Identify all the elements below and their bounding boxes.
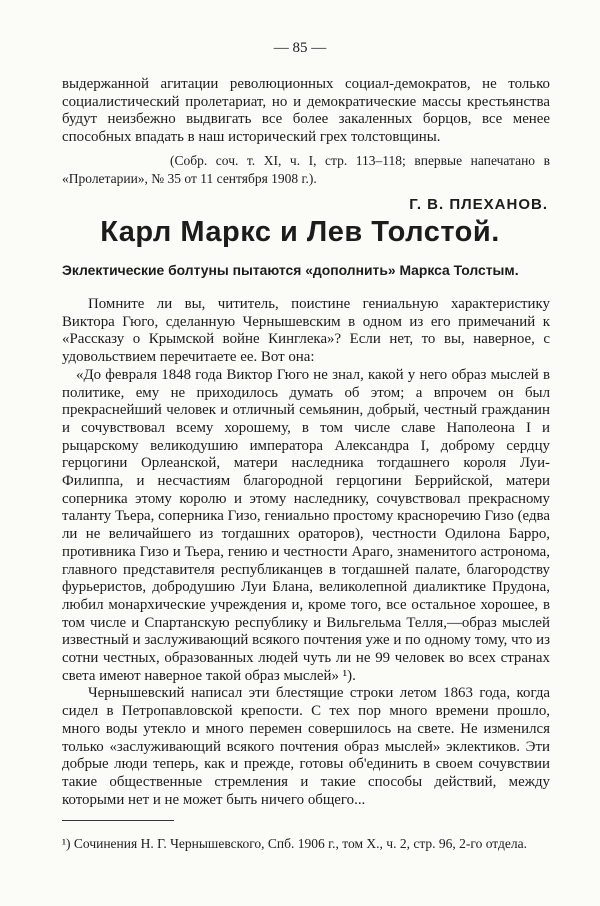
footnote: ¹) Сочинения Н. Г. Чернышевского, Спб. 1906 г., том X., ч. 2, стр. 96, 2-го отдела. — [62, 836, 527, 851]
top-paragraph: выдержанной агитации революционных социал-демократов, не только социалистический пролетариат, но и демократические массы крестьянства будут неизбежно выдвигать все более закаленных борцов, все менее способных впадать в наш исторический грех толстовщины. — [62, 76, 550, 146]
intro-paragraph: Помните ли вы, чититель, поистине гениальную характеристику Виктора Гюго, сделанную Чернышевским в одном из его примечаний к «Рассказу о Крымской войне Кинглека»? Если нет, то вы, наверное, с удовольствием перечитаете ее. Вот она: — [62, 296, 550, 366]
closing-paragraph: Чернышевский написал эти блестящие строки летом 1863 года, когда сидел в Петропавловской крепости. С тех пор много времени прошло, много воды утекло и много перемен совершилось на свете. Не изменился только «заслуживающий всякого почтения образ мыслей» эклектиков. Эти добрые люди теперь, как и прежде, готовы об'единить в своем сочувствии такие общественные стремления и такие способы действий, между которыми нет и не может быть ничего общего... — [62, 685, 550, 808]
source-note: (Собр. соч. т. XI, ч. I, стр. 113–118; впервые напечатано в «Пролетарии», № 35 от 11 сентября 1908 г.). — [62, 152, 550, 186]
body-text — [62, 296, 550, 809]
quote-paragraph: «До февраля 1848 года Виктор Гюго не знал, какой у него образ мыслей в политике, ему не приходилось думать об этом; а впрочем он был прекраснейший человек и отличный семьянин, добрый, честный гражданин и сочувствовал всему хорошему, в том числе славе Наполеона I и рыцарскому великодушию императора Александра I, доброму сердцу герцогини Орлеанской, матери наследника тогдашнего короля Луи-Филиппа, и несчастиям благородной герцогини Беррийской, матери соперника этому королю и этому наследнику, сочувствовал прекрасному таланту Тьера, соперника Гизо, гениально простому красноречию Гизо (едва ли не величайшего из тогдашних ораторов), честности Одилона Барро, противника Гизо и Тьера, гению и честности Араго, знаменитого астронома, главного представителя республиканцев в тогдашней палате, благородству фурьеристов, добродушию Луи Блана, великолепной диаликтике Прудона, любил монархические учреждения и, кроме того, все остальное хорошее, в том числе и Спартанскую республику и Вильгельма Телля,—образ мыслей известный и заслуживающий всякого почтения уже и по одному тому, что из сотни честных, образованных людей чуть ли не 99 человек во всех странах света имеют наверное такой образ мыслей» ¹). — [62, 366, 550, 684]
page-number: — 85 — — [273, 40, 327, 56]
author-name: Г. В. ПЛЕХАНОВ. — [409, 196, 548, 213]
article-title: Карл Маркс и Лев Толстой. — [100, 216, 500, 248]
article-subtitle: Эклектические болтуны пытаются «дополнить» Маркса Толстым. — [62, 262, 519, 278]
top-text-block — [62, 76, 550, 188]
footnote-divider — [62, 820, 174, 821]
